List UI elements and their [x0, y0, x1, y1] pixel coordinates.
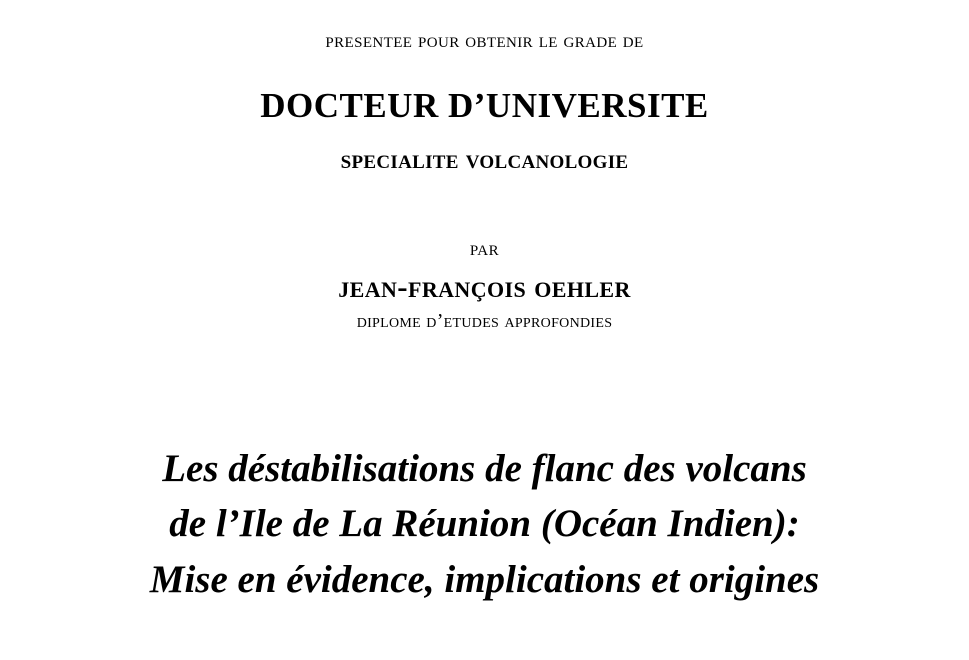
presented-for-line: presentee pour obtenir le grade de — [325, 28, 644, 52]
thesis-title-line-3: Mise en évidence, implications et origines — [149, 557, 820, 601]
thesis-title — [150, 441, 819, 607]
specialty-heading: specialite volcanologie — [340, 144, 629, 174]
by-label: par — [469, 235, 500, 260]
author-diploma: diplome d’etudes approfondies — [356, 310, 613, 332]
degree-heading: DOCTEUR D’UNIVERSITE — [260, 86, 709, 125]
author-name: jean-françois oehler — [338, 269, 631, 304]
thesis-title-line-1: Les déstabilisations de flanc des volcans — [162, 447, 807, 490]
thesis-title-line-2: de l’Ile de La Réunion (Océan Indien): — [169, 502, 800, 546]
